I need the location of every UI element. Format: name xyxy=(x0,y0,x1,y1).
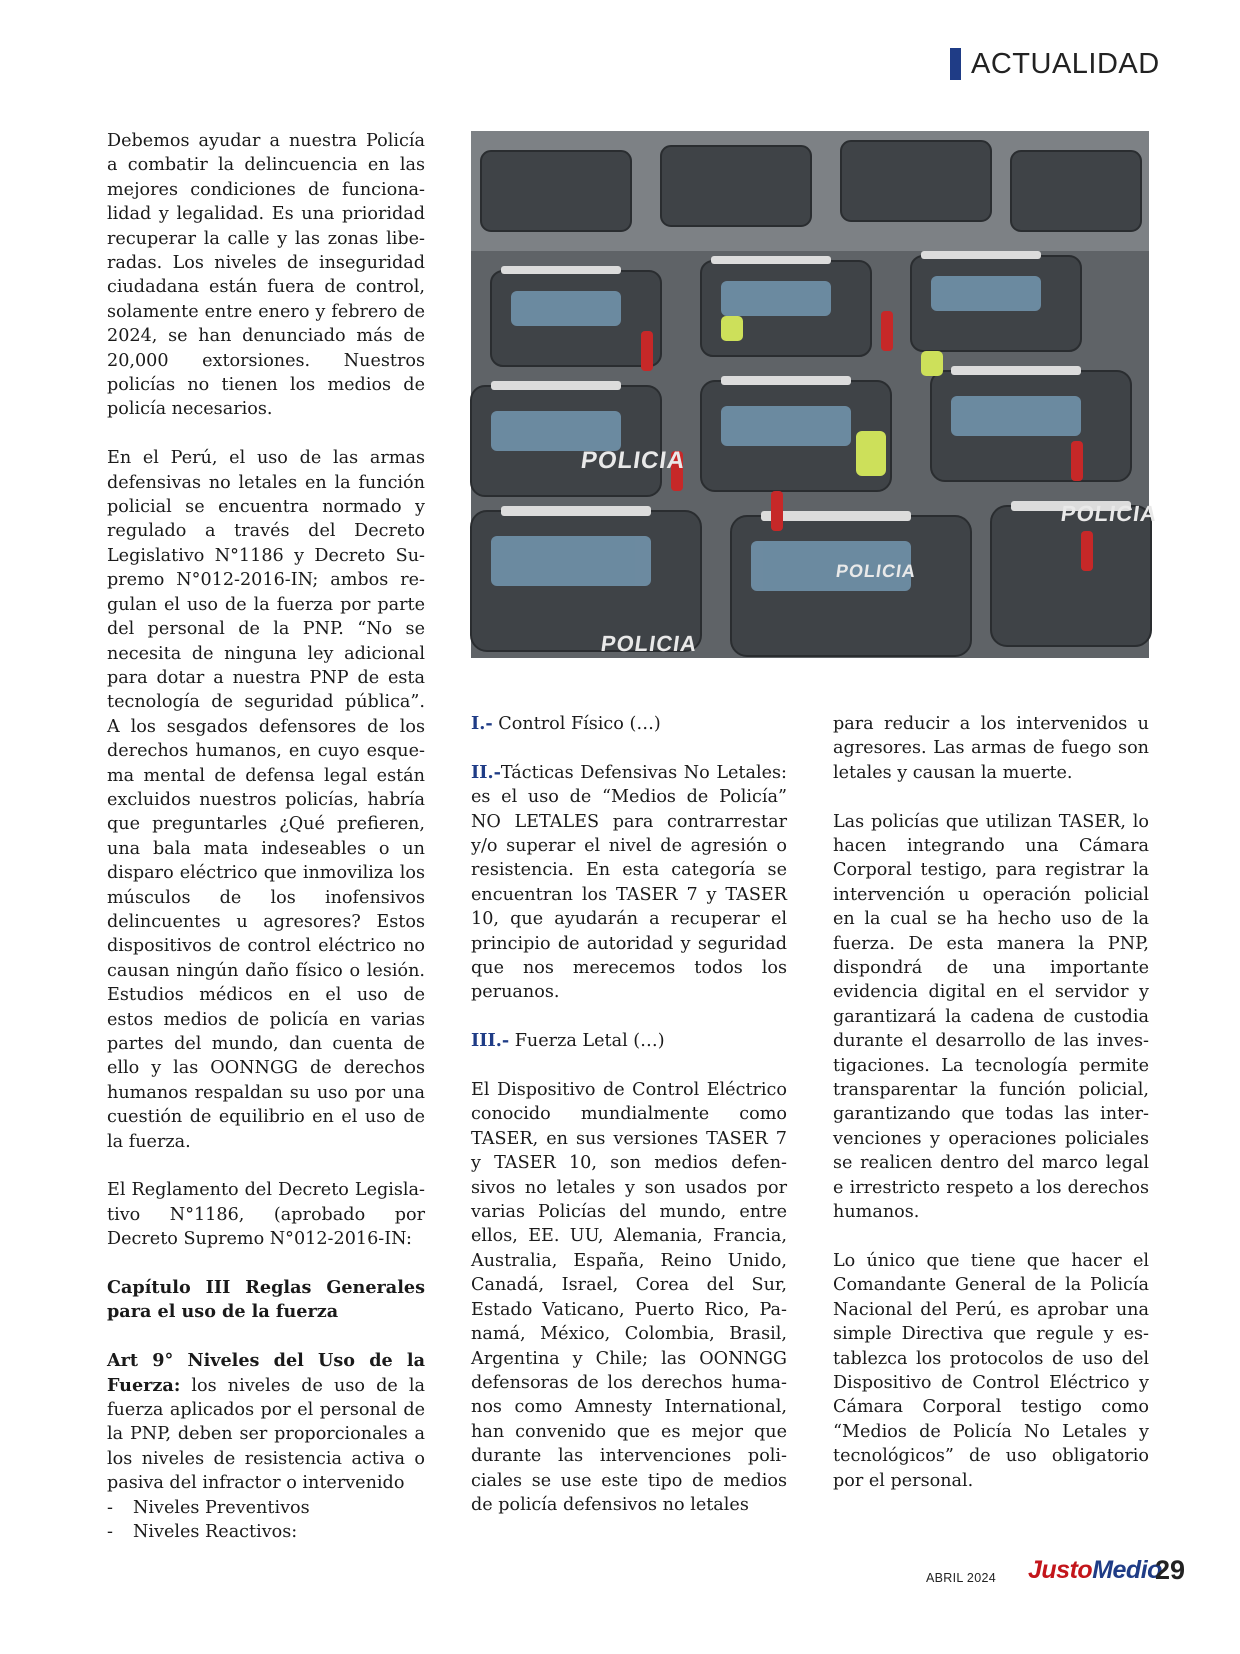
article-title: Art 9° Niveles del Uso de la Fuerza: xyxy=(107,1350,425,1396)
paragraph: En el Perú, el uso de las armas defensivas no letales en la función policial se encuentra normado y regulado a través del Decreto Legislativo N°1186 y Decreto Supremo N°012-2016-IN; ambos regulan el uso de la fuerza por parte del personal de la PNP. “No se necesita de ninguna ley adicional para dotar a nuestra PNP de esta tecnología de seguridad pública”. A los sesgados defensores de los derechos humanos, en cuyo esquema mental de defensa legal están excluidos nuestros policías, habría que preguntarles ¿Qué prefieren, una bala mata indeseables o un disparo eléctrico que inmoviliza los músculos de los inofensivos delincuentes u agresores? Estos dispositivos de control eléctrico no causan ningún daño físico o lesión. Estudios médicos en el uso de estos medios de policía en varias partes del mundo, dan cuenta de ello y las OONNGG de derechos humanos respaldan su uso por una cuestión de equilibrio en el uso de la fuerza. xyxy=(107,448,425,1152)
page-number: 29 xyxy=(1155,1555,1186,1585)
level-2-paragraph: II.-Tácticas Defensivas No Letales: es el uso de “Medios de Policía” NO LETALES para contrarrestar y/o superar el nivel de agresión o resistencia. En esta categoría se encuentran los TASER 7 y TASER 10, que ayudarán a recuperar el principio de autoridad y seguridad que nos merecemos todos los peruanos. xyxy=(471,761,787,1003)
vehicle-label: POLICIA xyxy=(579,447,688,474)
list-item: - Niveles Preventivos xyxy=(107,1496,425,1520)
vehicle-label: POLICIA xyxy=(1059,501,1160,526)
level-1-paragraph: I.- Control Físico (…) xyxy=(471,713,661,734)
police-trucks-photo xyxy=(471,131,1160,658)
level-number: I.- xyxy=(471,713,493,734)
paragraph: El Dispositivo de Control Eléctrico conocido mundialmente como TASER, en sus versiones TASER 7 y TASER 10, son medios defensivos no letales y son usados por varias Policías del mundo, entre ellos, EE. UU, Alemania, Francia, Australia, España, Reino Unido, Canadá, Israel, Corea del Sur, Estado Vaticano, Puerto Rico, Panamá, México, Colombia, Brasil, Argentina y Chile; las OONNGG defensoras de los derechos humanos como Amnesty International, han convenido que es mejor que durante las intervenciones policiales se use este tipo de medios de policía defensivos no letales xyxy=(471,1080,787,1515)
level-3-paragraph: III.- Fuerza Letal (…) xyxy=(471,1030,665,1052)
article-text: los niveles de uso de la fuerza aplicados por el personal de la PNP, deben ser proporcionales a los niveles de resistencia activa o pasiva del infractor o intervenido xyxy=(107,1375,425,1494)
article-column-1 xyxy=(107,129,425,1545)
level-number: III.- xyxy=(471,1030,510,1052)
photo-illustration xyxy=(471,131,1149,658)
magazine-logo: JustoMedio xyxy=(1028,1556,1162,1584)
paragraph: Debemos ayudar a nuestra Policía a combatir la delincuencia en las mejores condiciones de funcionalidad y legalidad. Es una prioridad recuperar la calle y las zonas liberadas. Los niveles de inseguridad ciudadana están fuera de control, solamente entre enero y febrero de 2024, se han denunciado más de 20,000 extorsiones. Nuestros policías no tienen los medios de policía necesarios. xyxy=(107,131,425,420)
paragraph: Las policías que utilizan TASER, lo hacen integrando una Cámara Corporal testigo, para registrar la intervención u operación policial en la cual se ha hecho uso de la fuerza. De esta manera la PNP, dispondrá de una importante evidencia digital en el servidor y garantizará la cadena de custodia durante el desarrollo de las investigaciones. La tecnología permite transparentar la función policial, garantizando que todas las intervenciones y operaciones policiales se realicen dentro del marco legal e irrestricto respeto a los derechos humanos. xyxy=(833,811,1149,1223)
section-accent-bar xyxy=(950,48,961,80)
paragraph: Lo único que tiene que hacer el Comandante General de la Policía Nacional del Perú, es aprobar una simple Directiva que regule y establezca los protocolos de uso del Dispositivo de Control Eléctrico y Cámara Corporal testigo como “Medios de Policía No Letales y tecnológicos” de uso obligatorio por el personal. xyxy=(833,1250,1149,1491)
article-column-3 xyxy=(833,712,1149,1517)
vehicle-label: POLICIA xyxy=(599,631,700,656)
level-number: II.- xyxy=(471,761,501,783)
article-column-2 xyxy=(471,712,787,1542)
article-9-paragraph xyxy=(107,1349,425,1495)
list-marker: - xyxy=(107,1497,113,1518)
section-title: ACTUALIDAD xyxy=(971,47,1160,80)
chapter-title: Capítulo III Reglas Generales para el uso de la fuerza xyxy=(107,1277,425,1323)
paragraph: para reducir a los intervenidos u agresores. Las armas de fuego son letales y causan la muerte. xyxy=(833,714,1149,783)
list-item: - Niveles Reactivos: xyxy=(107,1520,425,1544)
levels-list xyxy=(107,1496,425,1545)
vehicle-label: POLICIA xyxy=(834,561,918,581)
chapter-heading xyxy=(107,1276,425,1325)
issue-date: ABRIL 2024 xyxy=(926,1571,996,1585)
section-header xyxy=(950,44,1160,84)
paragraph: El Reglamento del Decreto Legislativo N°1186, (aprobado por Decreto Supremo N°012-2016-IN: xyxy=(107,1180,425,1250)
list-marker: - xyxy=(107,1522,113,1543)
